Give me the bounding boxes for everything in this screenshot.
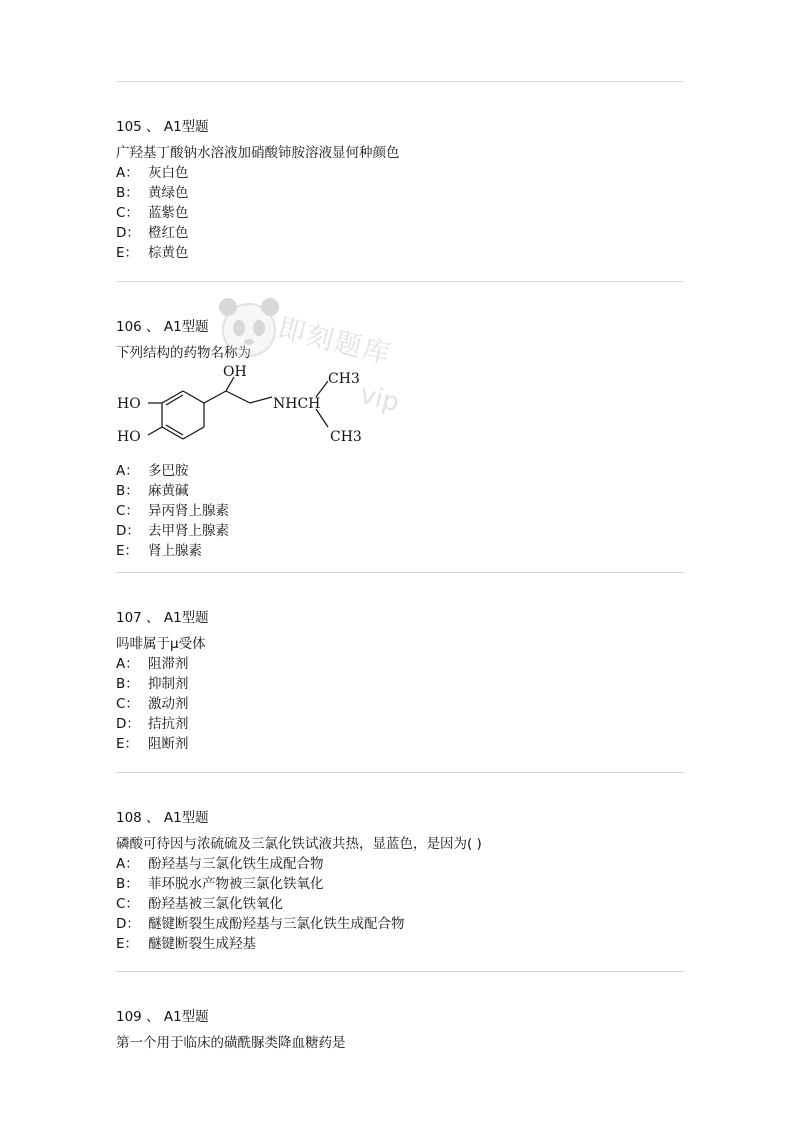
question-109	[116, 1007, 684, 1053]
option-e[interactable]: E： 醚键断裂生成羟基	[116, 936, 256, 952]
option-d[interactable]: D： 醚键断裂生成酚羟基与三氯化铁生成配合物	[116, 916, 405, 932]
option-c[interactable]: C： 激动剂	[116, 696, 189, 712]
option-a[interactable]: A： 灰白色	[116, 165, 189, 181]
watermark-brand: 即刻题库	[274, 312, 395, 371]
structure-label-methyl-2: CH3	[330, 429, 362, 445]
option-d[interactable]: D： 去甲肾上腺素	[116, 523, 229, 539]
question-header: 109 、 A1型题	[116, 1009, 209, 1025]
option-a[interactable]: A： 阻滞剂	[116, 656, 189, 672]
question-stem: 第一个用于临床的磺酰脲类降血糖药是	[116, 1035, 346, 1051]
structure-label-methyl-1: CH3	[328, 371, 360, 387]
divider	[116, 572, 684, 573]
option-d[interactable]: D： 橙红色	[116, 225, 189, 241]
option-b[interactable]: B： 抑制剂	[116, 676, 189, 692]
question-108	[116, 808, 684, 954]
option-d[interactable]: D： 拮抗剂	[116, 716, 189, 732]
question-106	[116, 317, 684, 561]
question-stem: 磷酸可待因与浓硫硫及三氯化铁试液共热，显蓝色，是因为( )	[116, 836, 482, 852]
option-c[interactable]: C： 异丙肾上腺素	[116, 503, 229, 519]
question-105	[116, 117, 684, 263]
option-b[interactable]: B： 菲环脱水产物被三氯化铁氧化	[116, 876, 324, 892]
option-e[interactable]: E： 棕黄色	[116, 245, 189, 261]
question-stem: 广羟基丁酸钠水溶液加硝酸铈胺溶液显何种颜色	[116, 145, 400, 161]
option-e[interactable]: E： 阻断剂	[116, 736, 189, 752]
option-b[interactable]: B： 麻黄碱	[116, 483, 189, 499]
divider	[116, 772, 684, 773]
option-e[interactable]: E： 肾上腺素	[116, 543, 202, 559]
divider	[116, 281, 684, 282]
question-107	[116, 608, 684, 754]
question-header: 108 、 A1型题	[116, 810, 209, 826]
question-stem: 下列结构的药物名称为	[116, 345, 251, 361]
structure-label-ho-1: HO	[117, 396, 141, 412]
option-b[interactable]: B： 黄绿色	[116, 185, 189, 201]
option-a[interactable]: A： 多巴胺	[116, 463, 189, 479]
option-c[interactable]: C： 酚羟基被三氯化铁氧化	[116, 896, 283, 912]
option-c[interactable]: C： 蓝紫色	[116, 205, 189, 221]
option-a[interactable]: A： 酚羟基与三氯化铁生成配合物	[116, 856, 324, 872]
question-header: 105 、 A1型题	[116, 119, 209, 135]
watermark-vip: vip	[356, 379, 403, 419]
divider	[116, 81, 684, 82]
chemical-structure	[116, 363, 376, 461]
question-header: 106 、 A1型题	[116, 319, 209, 335]
structure-label-ho-2: HO	[117, 429, 141, 445]
question-stem: 吗啡属于μ受体	[116, 636, 206, 652]
structure-drawing	[116, 363, 376, 461]
divider	[116, 971, 684, 972]
question-header: 107 、 A1型题	[116, 610, 209, 626]
structure-label-oh: OH	[223, 364, 247, 380]
structure-label-amine: NHCH	[273, 396, 321, 412]
